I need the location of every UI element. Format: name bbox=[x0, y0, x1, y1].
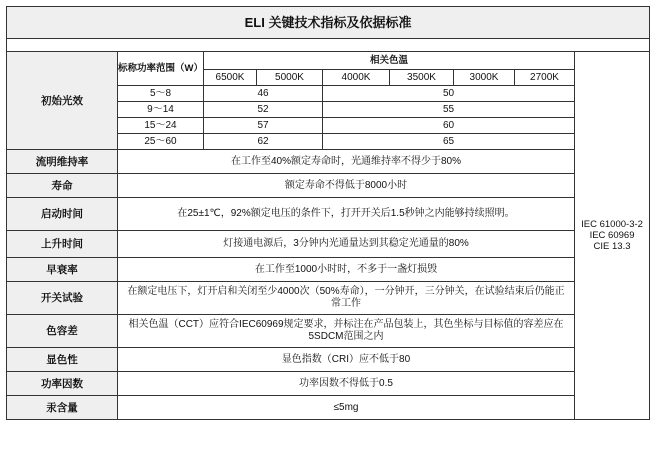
power-factor-value: 功率因数不得低于0.5 bbox=[118, 372, 575, 396]
cct-header: 相关色温 bbox=[204, 52, 575, 70]
premature-failure-label: 早衰率 bbox=[7, 258, 118, 282]
cct-2700k: 2700K bbox=[515, 70, 575, 86]
color-tolerance-value: 相关色温（CCT）应符合IEC60969规定要求，并标注在产品包装上，其色坐标与目标值的容差应在5SDCM范围之内 bbox=[118, 315, 575, 348]
cct-3000k: 3000K bbox=[454, 70, 515, 86]
table-row bbox=[7, 198, 650, 231]
efficacy-label: 初始光效 bbox=[7, 52, 118, 150]
color-rendering-value: 显色指数（CRI）应不低于80 bbox=[118, 348, 575, 372]
switching-test-value: 在额定电压下，灯开启和关闭至少4000次（50%寿命），一分钟开，三分钟关，在试验结束后仍能正常工作 bbox=[118, 282, 575, 315]
power-range-header: 标称功率范围（W） bbox=[118, 52, 204, 86]
table-row bbox=[7, 174, 650, 198]
efficacy-value-high-cct: 46 bbox=[204, 86, 323, 102]
cct-3500k: 3500K bbox=[390, 70, 454, 86]
cct-6500k: 6500K bbox=[204, 70, 257, 86]
starting-time-label: 启动时间 bbox=[7, 198, 118, 231]
efficacy-value-high-cct: 57 bbox=[204, 118, 323, 134]
efficacy-value-low-cct: 55 bbox=[323, 102, 575, 118]
table-row bbox=[7, 372, 650, 396]
standard-item: IEC 61000-3-2 bbox=[581, 219, 643, 230]
lifetime-value: 额定寿命不得低于8000小时 bbox=[118, 174, 575, 198]
lumen-maintenance-label: 流明维持率 bbox=[7, 150, 118, 174]
standards-cell bbox=[575, 52, 650, 420]
lifetime-label: 寿命 bbox=[7, 174, 118, 198]
table-row bbox=[7, 348, 650, 372]
efficacy-value-high-cct: 62 bbox=[204, 134, 323, 150]
table-row bbox=[7, 231, 650, 258]
standard-item: CIE 13.3 bbox=[593, 241, 631, 252]
table-row bbox=[7, 258, 650, 282]
table-row bbox=[7, 396, 650, 420]
starting-time-value: 在25±1℃，92%额定电压的条件下，打开开关后1.5秒钟之内能够持续照明。 bbox=[118, 198, 575, 231]
run-up-time-label: 上升时间 bbox=[7, 231, 118, 258]
efficacy-value-low-cct: 65 bbox=[323, 134, 575, 150]
power-range-cell: 9～14 bbox=[118, 102, 204, 118]
premature-failure-value: 在工作至1000小时时，不多于一盏灯损毁 bbox=[118, 258, 575, 282]
table-row bbox=[7, 315, 650, 348]
cct-4000k: 4000K bbox=[323, 70, 390, 86]
spacer-row bbox=[7, 39, 650, 52]
table-row bbox=[7, 282, 650, 315]
power-range-cell: 15～24 bbox=[118, 118, 204, 134]
power-range-cell: 5～8 bbox=[118, 86, 204, 102]
mercury-content-value: ≤5mg bbox=[118, 396, 575, 420]
cct-5000k: 5000K bbox=[257, 70, 323, 86]
spec-table-frame bbox=[6, 6, 649, 443]
spec-table bbox=[6, 6, 650, 420]
run-up-time-value: 灯接通电源后，3分钟内光通量达到其稳定光通量的80% bbox=[118, 231, 575, 258]
power-range-cell: 25～60 bbox=[118, 134, 204, 150]
table-title: ELI 关键技术指标及依据标准 bbox=[7, 7, 650, 39]
lumen-maintenance-value: 在工作至40%额定寿命时，光通维持率不得少于80% bbox=[118, 150, 575, 174]
color-rendering-label: 显色性 bbox=[7, 348, 118, 372]
efficacy-value-low-cct: 50 bbox=[323, 86, 575, 102]
switching-test-label: 开关试验 bbox=[7, 282, 118, 315]
efficacy-value-low-cct: 60 bbox=[323, 118, 575, 134]
table-row bbox=[7, 150, 650, 174]
efficacy-value-high-cct: 52 bbox=[204, 102, 323, 118]
color-tolerance-label: 色容差 bbox=[7, 315, 118, 348]
power-factor-label: 功率因数 bbox=[7, 372, 118, 396]
standard-item: IEC 60969 bbox=[589, 230, 635, 241]
mercury-content-label: 汞含量 bbox=[7, 396, 118, 420]
